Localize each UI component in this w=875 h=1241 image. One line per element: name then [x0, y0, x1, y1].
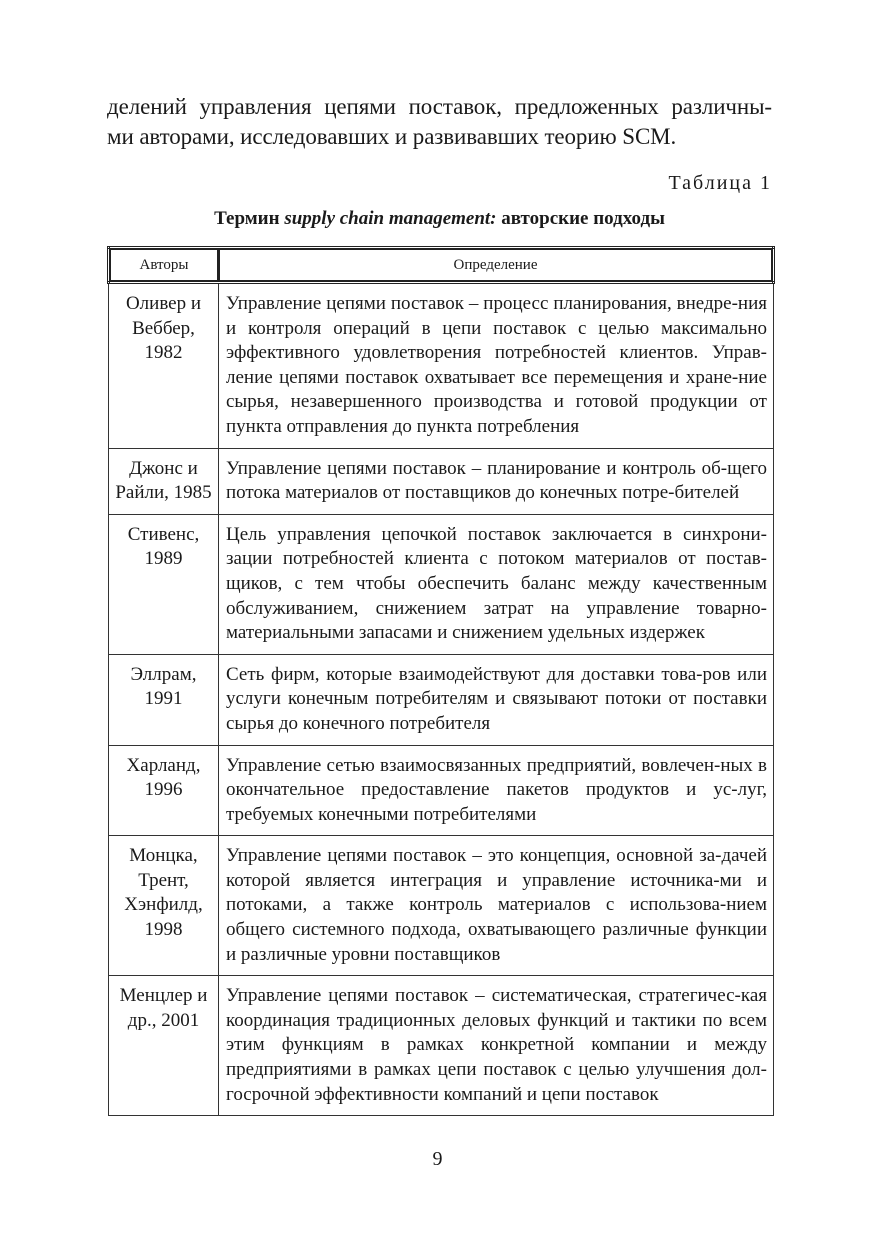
intro-paragraph: [107, 92, 772, 152]
author-cell: Менцлер и др., 2001: [109, 976, 219, 1116]
header-definition: Определение: [219, 248, 774, 283]
table-header-row: [109, 248, 774, 283]
author-cell: Стивенс, 1989: [109, 514, 219, 654]
table-row: [109, 654, 774, 745]
definition-cell: Цель управления цепочкой поставок заключается в синхрони-зации потребностей клиента с потоком материалов от постав-щиков, с тем чтобы обеспечить баланс между качественным обслуживанием, снижением затрат на управление товарно-материальными запасами и снижением удельных издержек: [219, 514, 774, 654]
header-authors: Авторы: [109, 248, 219, 283]
author-cell: Джонс и Райли, 1985: [109, 448, 219, 514]
table-row: [109, 976, 774, 1116]
page-content: [107, 92, 772, 1116]
table-row: [109, 836, 774, 976]
intro-line-1: делений управления цепями поставок, предложенных различны-: [107, 94, 772, 119]
definition-cell: Управление сетью взаимосвязанных предприятий, вовлечен-ных в окончательное предоставление пакетов продуктов и ус-луг, требуемых конечными потребителями: [219, 745, 774, 836]
page-number: 9: [432, 1148, 443, 1170]
author-cell: Монцка, Трент, Хэнфилд, 1998: [109, 836, 219, 976]
intro-line-2: ми авторами, исследовавших и развивавших теорию SCM.: [107, 124, 677, 149]
table-title: [107, 206, 772, 232]
definition-cell: Управление цепями поставок – систематическая, стратегичес-кая координация традиционных деловых функций и тактики по всем этим функциям в рамках конкретной компании и между предприятиями в рамках цепи поставок с целью улучшения дол-госрочной эффективности компаний и цепи поставок: [219, 976, 774, 1116]
table-label: Таблица 1: [668, 172, 772, 194]
definition-cell: Сеть фирм, которые взаимодействуют для доставки това-ров или услуги конечным потребителям и связывают потоки от поставки сырья до конечного потребителя: [219, 654, 774, 745]
author-cell: Оливер и Веббер, 1982: [109, 283, 219, 449]
table-title-italic: supply chain management:: [284, 208, 497, 229]
definitions-table: [107, 246, 775, 1116]
table-row: [109, 514, 774, 654]
definition-cell: Управление цепями поставок – планирование и контроль об-щего потока материалов от поставщиков до конечных потре-бителей: [219, 448, 774, 514]
table-title-suffix: авторские подходы: [496, 208, 665, 229]
definition-cell: Управление цепями поставок – это концепция, основной за-дачей которой является интеграция и управление источника-ми и потоками, а также контроль материалов с использова-нием общего системного подхода, охватывающего различные функции и различные уровни поставщиков: [219, 836, 774, 976]
definition-cell: Управление цепями поставок – процесс планирования, внедре-ния и контроля операций в цепи поставок с целью максимально эффективного удовлетворения потребностей клиентов. Управ-ление цепями поставок охватывает все перемещения и хране-ние сырья, незавершенного производства и готовой продукции от пункта отправления до пункта потребления: [219, 283, 774, 449]
table-row: [109, 448, 774, 514]
author-cell: Харланд, 1996: [109, 745, 219, 836]
table-row: [109, 745, 774, 836]
table-row: [109, 283, 774, 449]
author-cell: Эллрам, 1991: [109, 654, 219, 745]
table-title-prefix: Термин: [214, 208, 285, 229]
